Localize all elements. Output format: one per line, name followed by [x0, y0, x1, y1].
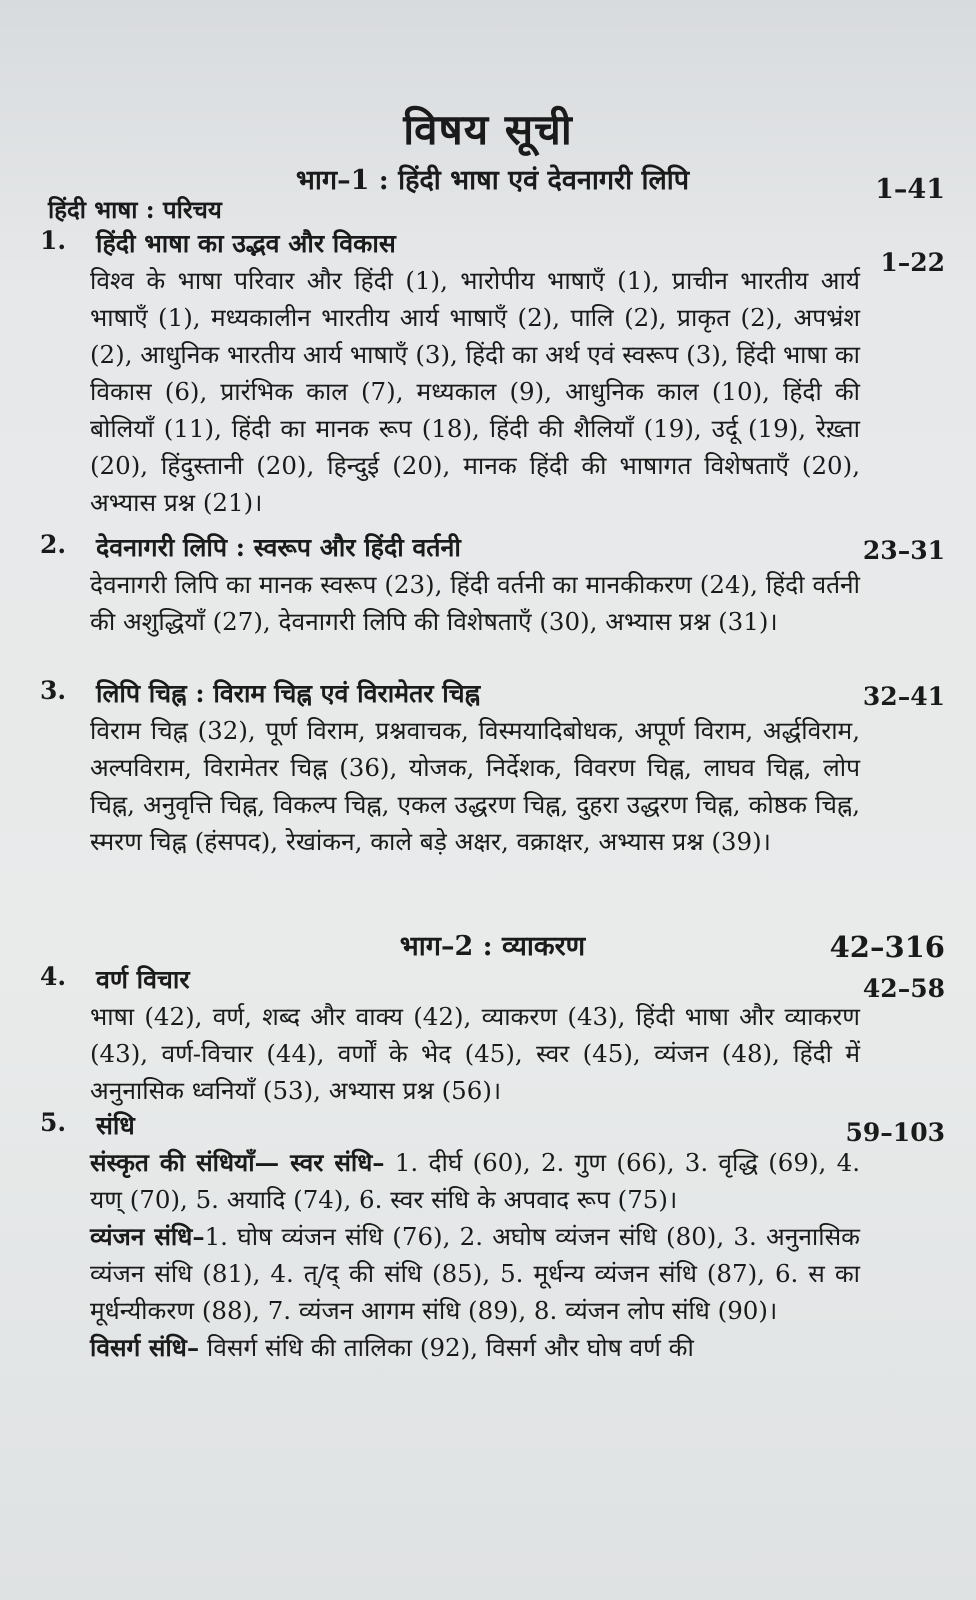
chapter-5-sandhi-vyanjan	[90, 1218, 860, 1329]
chapter-3-contents	[90, 712, 860, 860]
vyanjan-sandhi-text: 1. घोष व्यंजन संधि (76), 2. अघोष व्यंजन संधि (80), 3. अनुनासिक व्यंजन संधि (81), 4. त्/द् की संधि (85), 5. मूर्धन्य व्यंजन संधि (87), 6. स का मूर्धन्यीकरण (88), 7. व्यंजन आगम संधि (89), 8. व्यंजन लोप संधि (90)।	[90, 1222, 860, 1325]
vyanjan-sandhi-label: व्यंजन संधि–	[90, 1222, 205, 1251]
chapter-4	[40, 962, 945, 1109]
chapter-3-range: 32–41	[862, 682, 945, 711]
visarg-sandhi-label: विसर्ग संधि–	[90, 1333, 200, 1362]
chapter-2-range: 23–31	[862, 536, 945, 565]
chapter-4-title: वर्ण विचार	[96, 965, 190, 994]
part-2-title: भाग–2 : व्याकरण	[399, 931, 586, 962]
chapter-1-title: हिंदी भाषा का उद्भव और विकास	[96, 229, 396, 258]
chapter-5	[40, 1108, 945, 1366]
chapter-3	[40, 676, 945, 860]
visarg-sandhi-text: विसर्ग संधि की तालिका (92), विसर्ग और घोष वर्ण की	[199, 1333, 694, 1362]
chapter-2	[40, 530, 945, 640]
chapter-3-title: लिपि चिह्न : विराम चिह्न एवं विरामेतर चिह्न	[96, 679, 481, 708]
chapter-3-number: 3.	[40, 676, 67, 705]
chapter-2-text: देवनागरी लिपि का मानक स्वरूप (23), हिंदी वर्तनी का मानकीकरण (24), हिंदी वर्तनी की अशुद्धियाँ (27), देवनागरी लिपि की विशेषताएँ (30), अभ्यास प्रश्न (31)।	[90, 570, 860, 636]
chapter-2-heading	[40, 530, 945, 566]
chapter-4-number: 4.	[40, 962, 67, 991]
chapter-3-heading	[40, 676, 945, 712]
chapter-2-number: 2.	[40, 530, 67, 559]
chapter-5-sandhi-visarg	[90, 1329, 860, 1366]
chapter-5-heading	[40, 1108, 945, 1147]
chapter-1-text: विश्व के भाषा परिवार और हिंदी (1), भारोपीय भाषाएँ (1), प्राचीन भारतीय आर्य भाषाएँ (1), मध्यकालीन भारतीय आर्य भाषाएँ (2), पालि (2), प्राकृत (2), अपभ्रंश (2), आधुनिक भारतीय आर्य भाषाएँ (3), हिंदी का अर्थ एवं स्वरूप (3), हिंदी भाषा का विकास (6), प्रारंभिक काल (7), मध्यकाल (9), आधुनिक काल (10), हिंदी की बोलियाँ (11), हिंदी का मानक रूप (18), हिंदी की शैलियाँ (19), उर्दू (19), रेख़्ता (20), हिंदुस्तानी (20), हिन्दुई (20), मानक हिंदी की भाषागत विशेषताएँ (20), अभ्यास प्रश्न (21)।	[90, 266, 860, 517]
chapter-4-range: 42–58	[862, 974, 945, 1003]
chapter-5-range: 59–103	[845, 1118, 945, 1147]
chapter-5-title: संधि	[96, 1111, 135, 1140]
svar-sandhi-text: 1. दीर्घ (60), 2. गुण (66), 3. वृद्धि (69), 4. यण् (70), 5. अयादि (74), 6. स्वर संधि के अपवाद रूप (75)।	[90, 1148, 860, 1214]
part-2-heading	[40, 926, 945, 963]
part-1-heading	[40, 160, 945, 205]
chapter-1-number: 1.	[40, 226, 67, 255]
chapter-4-contents	[90, 998, 860, 1109]
chapter-2-contents	[90, 566, 860, 640]
chapter-4-text: भाषा (42), वर्ण, शब्द और वाक्य (42), व्याकरण (43), हिंदी भाषा और व्याकरण (43), वर्ण-विचार (44), वर्णों के भेद (45), स्वर (45), व्यंजन (48), हिंदी में अनुनासिक ध्वनियाँ (53), अभ्यास प्रश्न (56)।	[90, 1002, 860, 1105]
chapter-1-contents	[90, 262, 860, 521]
chapter-1	[40, 226, 945, 521]
chapter-3-text: विराम चिह्न (32), पूर्ण विराम, प्रश्नवाचक, विस्मयादिबोधक, अपूर्ण विराम, अर्द्धविराम, अल्पविराम, विरामेतर चिह्न (36), योजक, निर्देशक, विवरण चिह्न, लाघव चिह्न, लोप चिह्न, अनुवृत्ति चिह्न, विकल्प चिह्न, एकल उद्धरण चिह्न, दुहरा उद्धरण चिह्न, कोष्ठक चिह्न, स्मरण चिह्न (हंसपद), रेखांकन, काले बड़े अक्षर, वक्राक्षर, अभ्यास प्रश्न (39)।	[90, 716, 860, 856]
chapter-1-range: 1–22	[880, 248, 945, 277]
chapter-5-contents	[90, 1144, 860, 1366]
chapter-5-number: 5.	[40, 1108, 67, 1137]
section-heading: हिंदी भाषा : परिचय	[48, 195, 222, 224]
chapter-5-sandhi-svar	[90, 1144, 860, 1218]
chapter-1-heading	[40, 226, 945, 277]
svar-sandhi-label: संस्कृत की संधियाँ— स्वर संधि–	[90, 1148, 385, 1177]
page-title: विषय सूची	[403, 105, 573, 154]
part-1-title: भाग–1 : हिंदी भाषा एवं देवनागरी लिपि	[295, 165, 690, 196]
chapter-4-heading	[40, 962, 945, 1003]
part-1-range: 1–41	[875, 174, 945, 205]
part-2-range: 42–316	[829, 930, 945, 964]
chapter-2-title: देवनागरी लिपि : स्वरूप और हिंदी वर्तनी	[96, 533, 461, 562]
